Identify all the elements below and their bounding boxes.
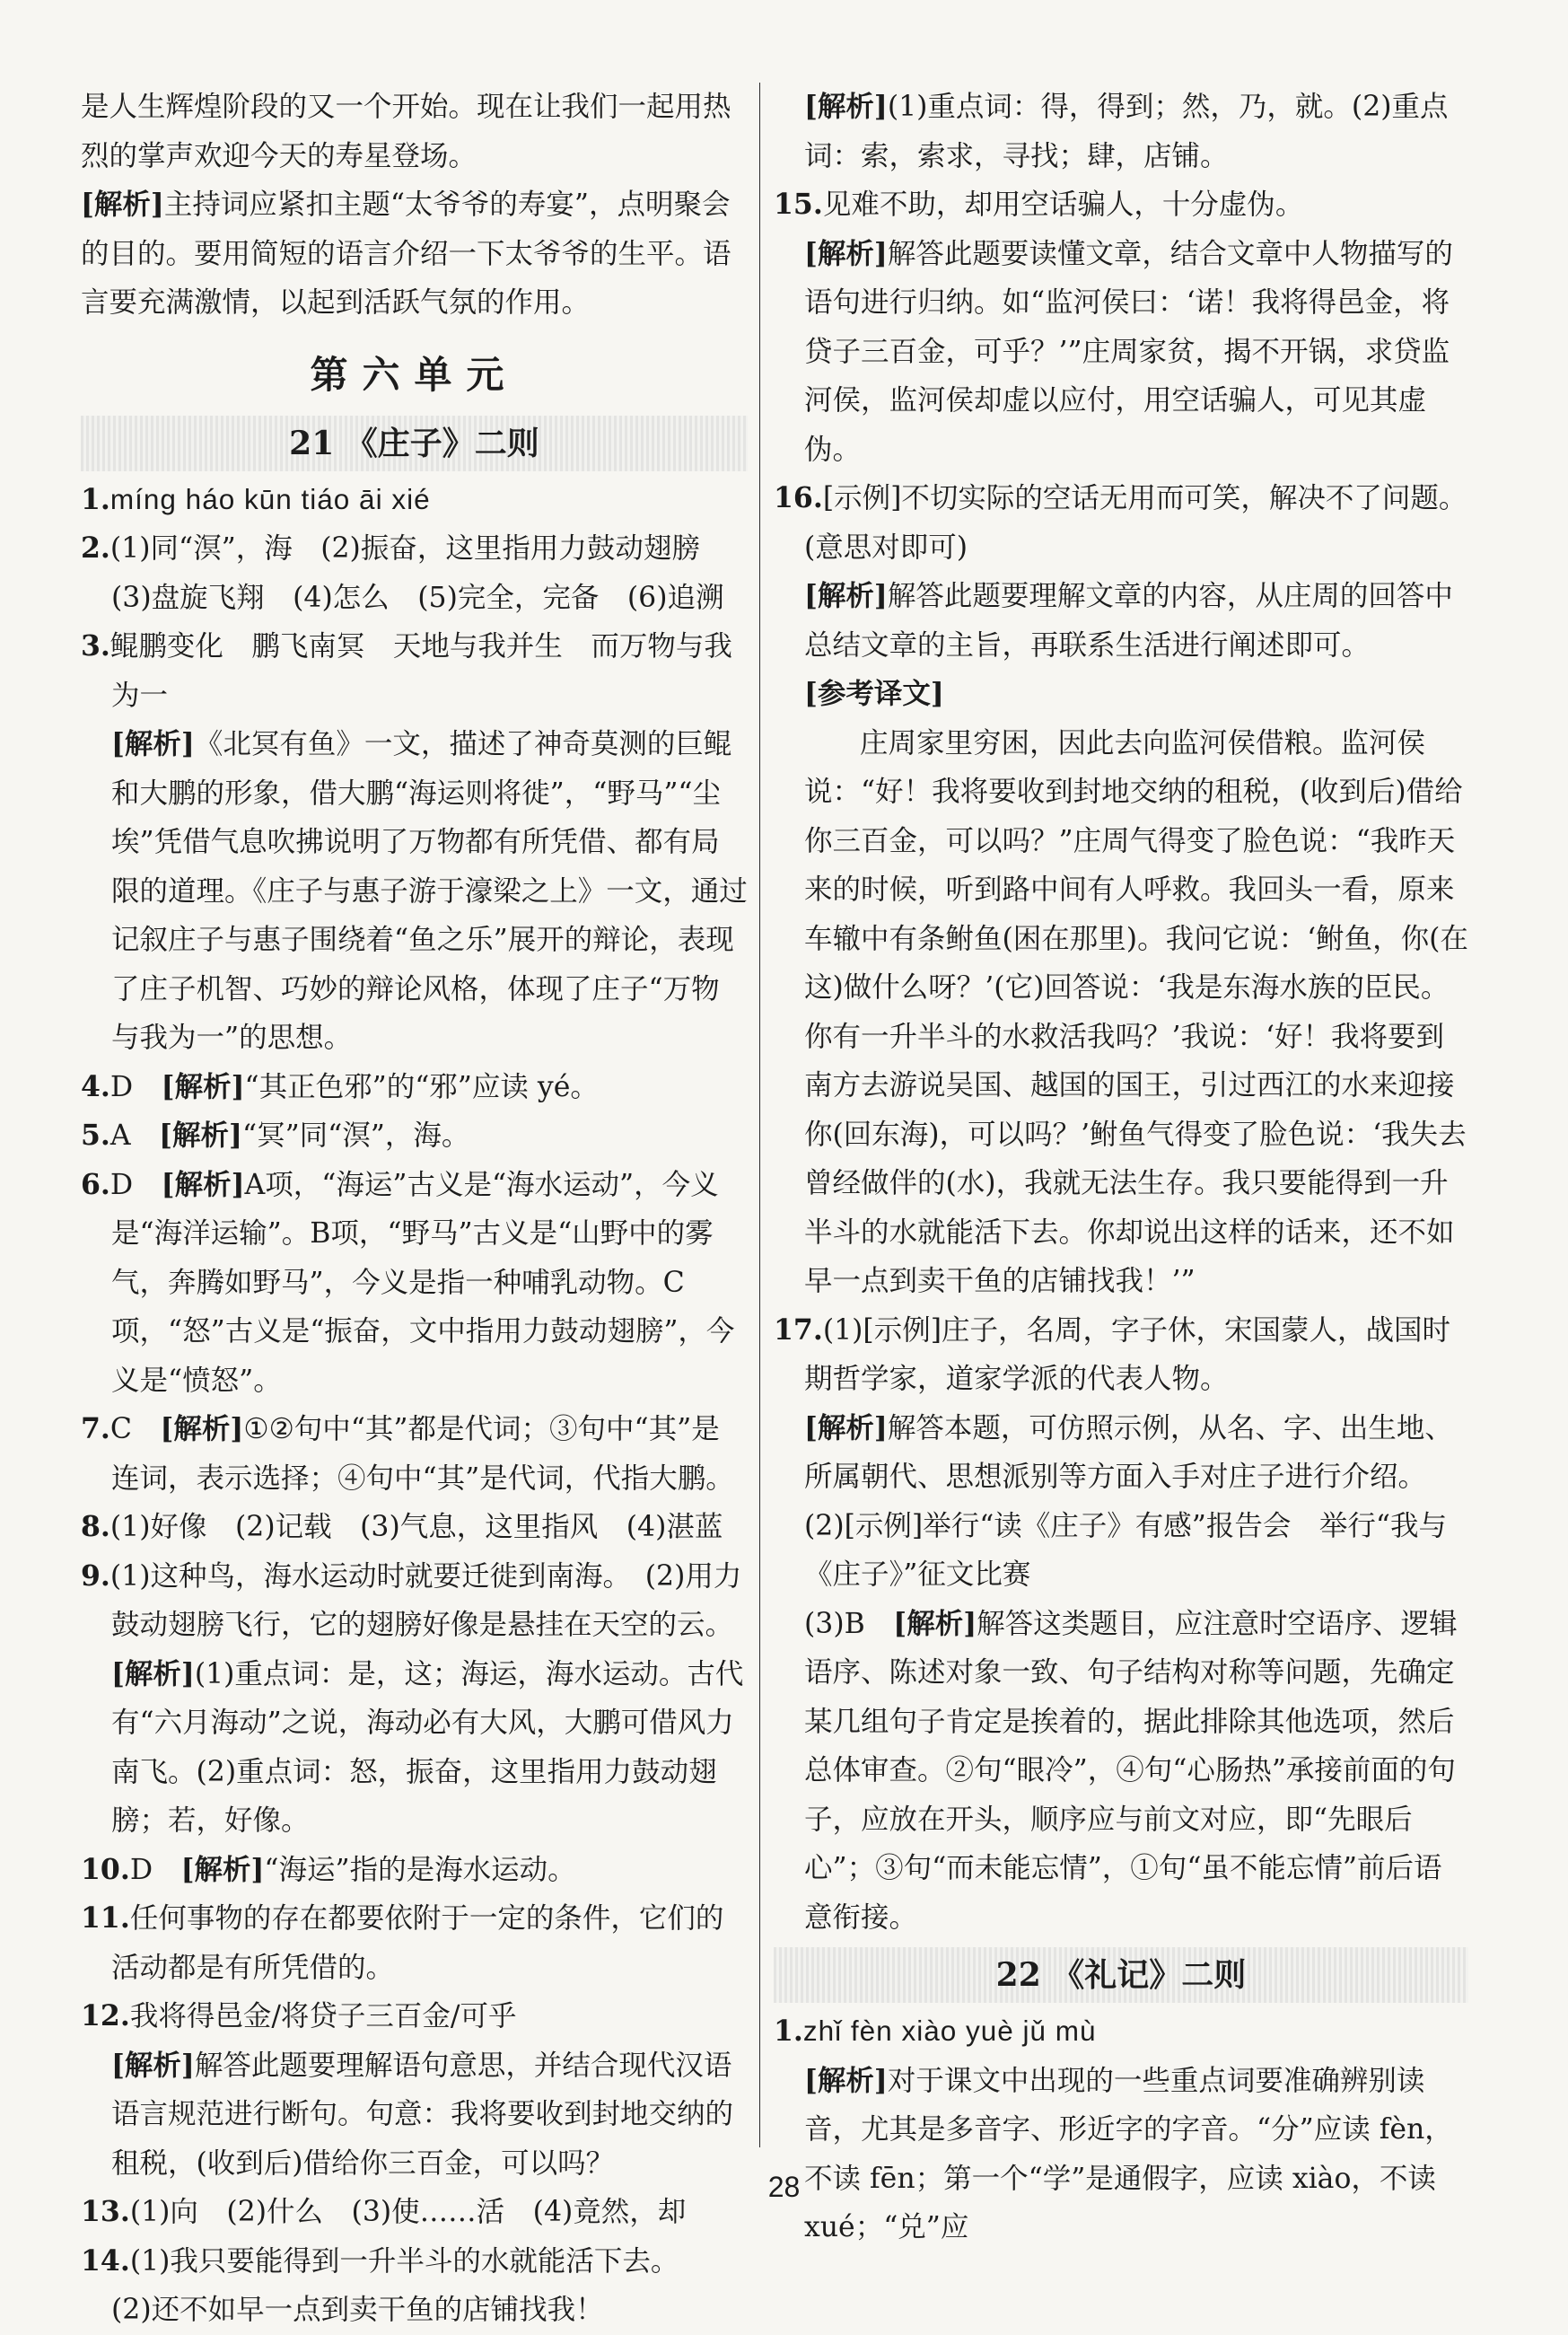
- analysis-text: “海运”指的是海水运动。: [264, 1853, 576, 1886]
- left-column: [81, 83, 748, 2335]
- analysis-text: 解答此题要读懂文章，结合文章中人物描写的语句进行归纳。如“监河侯曰：‘诺！我将得邑金，将贷子三百金，可乎？’”庄周家贫，揭不开锅，求贷监河侯，监河侯却虚以应付，用空话骗人，可见其虚伪。: [804, 237, 1453, 466]
- analysis-tag: [解析]: [161, 1069, 245, 1103]
- analysis-text: 解答本题，可仿照示例，从名、字、出生地、所属朝代、思想派别等方面入手对庄子进行介绍。: [804, 1411, 1453, 1493]
- analysis-tag: [解析]: [160, 1412, 244, 1445]
- answer-text: 鲲鹏变化 鹏飞南冥 天地与我并生 而万物与我为一: [109, 630, 732, 712]
- question-number: 5.: [81, 1119, 110, 1152]
- answer-text: (1)同“溟”，海 (2)振奋，这里指用力鼓动翅膀 (3)盘旋飞翔 (4)怎么 (5)完全，完备 (6)追溯: [109, 532, 729, 614]
- analysis-text: 解答此题要理解语句意思，并结合现代汉语语言规范进行断句。句意：我将要收到封地交纳的租税，(收到后)借给你三百金，可以吗？: [111, 2049, 734, 2180]
- analysis-tag: [解析]: [804, 579, 888, 612]
- analysis-text: 解答这类题目，应注意时空语序、逻辑语序、陈述对象一致、句子结构对称等问题，先确定某几组句子肯定是挨着的，据此排除其他选项，然后总体审查。②句“眼冷”，④句“心肠热”承接前面的句子，应放在开头，顺序应与前文对应，即“先眼后心”；③句“而未能忘情”，①句“虽不能忘情”前后语意衔接。: [804, 1607, 1458, 1934]
- question-number: 3.: [81, 629, 110, 663]
- question-9-analysis: [81, 1650, 748, 1846]
- analysis-text: 《北冥有鱼》一文，描述了神奇莫测的巨鲲和大鹏的形象，借大鹏“海运则将徙”，“野马”“尘埃”凭借气息吹拂说明了万物都有所凭借、都有局限的道理。《庄子与惠子游于濠梁之上》一文，通过记叙庄子与惠子围绕着“鱼之乐”展开的辩论，表现了庄子机智、巧妙的辩论风格，体现了庄子“万物与我为一”的思想。: [111, 728, 748, 1054]
- question-number: 1.: [774, 2015, 803, 2048]
- question-17-part-3: [774, 1600, 1468, 1943]
- intro-text-line: 是人生辉煌阶段的又一个开始。现在让我们一起用热: [81, 91, 731, 123]
- question-12: [81, 1992, 748, 2041]
- question-16: [774, 474, 1468, 523]
- question-11: [81, 1894, 748, 1992]
- analysis-tag: [解析]: [111, 1656, 195, 1690]
- question-14-part2: (2)还不如早一点到卖干鱼的店铺找我！: [111, 2294, 604, 2326]
- question-1: [81, 475, 748, 525]
- unit-title: 第六单元: [310, 352, 519, 397]
- question-5: [81, 1111, 748, 1161]
- answer-text: A: [109, 1119, 131, 1152]
- answer-text: D: [109, 1168, 134, 1201]
- question-17-analysis-1: [774, 1404, 1468, 1502]
- analysis-text: (1)重点词：得，得到；然，乃，就。(2)重点词：索，索求，寻找；肆，店铺。: [804, 91, 1449, 172]
- analysis-tag: [解析]: [804, 2063, 888, 2097]
- question-number: 6.: [81, 1167, 110, 1201]
- question-8: [81, 1503, 748, 1552]
- intro-analysis: [81, 180, 748, 328]
- question-number: 7.: [81, 1412, 110, 1445]
- reference-translation-label: [参考译文]: [804, 677, 944, 710]
- answer-text: 任何事物的存在都要依附于一定的条件，它们的活动都是有所凭借的。: [111, 1902, 724, 1984]
- answer-text: (1)我只要能得到一升半斗的水就能活下去。: [129, 2244, 679, 2278]
- analysis-text: 对于课文中出现的一些重点词要准确辨别读音，尤其是多音字、形近字的字音。“分”应读 fèn，不读 fēn；第一个“学”是通假字，应读 xiào，不读 xué；“兑”应: [804, 2064, 1453, 2243]
- answer-text: C: [109, 1413, 132, 1445]
- example-tag: [示例]: [822, 482, 902, 514]
- analysis-text: 主持词应紧扣主题“太爷爷的寿宴”，点明聚会的目的。要用简短的语言介绍一下太爷爷的生平。语言要充满激情，以起到活跃气氛的作用。: [81, 189, 731, 319]
- question-number: 10.: [81, 1852, 130, 1886]
- question-number: 15.: [774, 188, 823, 221]
- column-divider: [759, 83, 760, 2147]
- question-17: [774, 1306, 1468, 1404]
- question-17-part-2: (2)[示例]举行“读《庄子》有感”报告会 举行“我与《庄子》”征文比赛: [804, 1509, 1448, 1591]
- answer-text: D: [109, 1070, 134, 1103]
- answer-text: míng háo kūn tiáo āi xié: [109, 482, 431, 515]
- analysis-tag: [解析]: [804, 236, 888, 270]
- question-number: 1.: [81, 482, 110, 516]
- analysis-text: “冥”同“溟”，海。: [241, 1119, 470, 1152]
- analysis-tag: [解析]: [804, 90, 888, 123]
- answer-text: 不切实际的空话无用而可笑，解决不了问题。: [901, 482, 1467, 514]
- analysis-tag: [解析]: [893, 1606, 977, 1640]
- answer-text: (1)这种鸟，海水运动时就要迁徙到南海。 (2)用力鼓动翅膀飞行，它的翅膀好像是悬挂在天空的云。: [109, 1559, 742, 1641]
- answer-text: 见难不助，却用空话骗人，十分虚伪。: [822, 189, 1304, 221]
- question-number: 8.: [81, 1510, 110, 1543]
- question-number: 11.: [81, 1901, 130, 1935]
- question-number: 4.: [81, 1069, 110, 1103]
- question-15-analysis: [774, 230, 1468, 475]
- intro-text-line: 烈的掌声欢迎今天的寿星登场。: [81, 139, 477, 172]
- question-2: [81, 524, 748, 622]
- answer-text: (1)向 (2)什么 (3)使……活 (4)竟然，却: [129, 2196, 687, 2228]
- answer-text: (1)好像 (2)记载 (3)气息，这里指风 (4)湛蓝: [109, 1511, 723, 1543]
- question-7: [81, 1405, 748, 1503]
- analysis-text: 解答此题要理解文章的内容，从庄周的回答中总结文章的主旨，再联系生活进行阐述即可。: [804, 580, 1453, 662]
- analysis-tag: [解析]: [180, 1852, 265, 1886]
- question-14: [81, 2237, 748, 2287]
- lesson-22-title: 22 《礼记》二则: [774, 1947, 1468, 2003]
- answer-text: zhǐ fèn xiào yuè jǔ mù: [802, 2015, 1097, 2047]
- question-10: [81, 1846, 748, 1895]
- answer-text: (3)B: [804, 1607, 865, 1640]
- question-9: [81, 1552, 748, 1650]
- question-number: 2.: [81, 531, 110, 565]
- page-number: 28: [767, 2171, 801, 2203]
- question-14-analysis: [774, 83, 1468, 180]
- reference-translation-text: 庄周家里穷困，因此去向监河侯借粮。监河侯说：“好！我将要收到封地交纳的租税，(收到后)借给你三百金，可以吗？”庄周气得变了脸色说：“我昨天来的时候，听到路中间有人呼救。我回头一看，原来车辙中有条鲋鱼(困在那里)。我问它说：‘鲋鱼，你(在这)做什么呀？’(它)回答说：‘我是东海水族的臣民。你有一升半斗的水救活我吗？’我说：‘好！我将要到南方去游说吴国、越国的国王，引过西江的水来迎接你(回东海)，可以吗？’鲋鱼气得变了脸色说：‘我失去曾经做伴的(水)，我就无法生存。我只要能得到一升半斗的水就能活下去。你却说出这样的话来，还不如早一点到卖干鱼的店铺找我！’”: [804, 726, 1468, 1297]
- question-15: [774, 180, 1468, 230]
- analysis-tag: [解析]: [111, 727, 195, 760]
- question-16-aside: (意思对即可): [804, 531, 968, 564]
- question-number: 17.: [774, 1312, 823, 1347]
- analysis-tag: [解析]: [111, 2048, 195, 2082]
- answer-text: (1)[示例]庄子，名周，字子休，宋国蒙人，战国时期哲学家，道家学派的代表人物。: [804, 1313, 1451, 1395]
- analysis-text: A项，“海运”古义是“海水运动”，今义是“海洋运输”。B项，“野马”古义是“山野中的雾气，奔腾如野马”，今义是指一种哺乳动物。C项，“怒”古义是“振奋，文中指用力鼓动翅膀”，今义是“愤怒”。: [111, 1168, 735, 1397]
- question-12-analysis: [81, 2041, 748, 2189]
- question-number: 12.: [81, 1999, 130, 2032]
- answer-text: 我将得邑金/将贷子三百金/可乎: [129, 2000, 517, 2032]
- question-6: [81, 1161, 748, 1406]
- question-3: [81, 622, 748, 720]
- right-column: [774, 83, 1468, 2252]
- analysis-text: “其正色邪”的“邪”应读 yé。: [244, 1070, 599, 1103]
- analysis-text: ①②句中“其”都是代词；③句中“其”是连词，表示选择；④句中“其”是代词，代指大鹏。: [111, 1413, 734, 1495]
- analysis-tag: [解析]: [159, 1119, 242, 1152]
- analysis-tag: [解析]: [81, 188, 164, 221]
- analysis-text: (1)重点词：是，这；海运，海水运动。古代有“六月海动”之说，海动必有大风，大鹏可借风力南飞。(2)重点词：怒，振奋，这里指用力鼓动翅膀；若，好像。: [111, 1657, 744, 1837]
- answer-text: D: [129, 1853, 153, 1886]
- question-16-analysis: [774, 572, 1468, 670]
- analysis-tag: [解析]: [161, 1167, 245, 1201]
- question-number: 14.: [81, 2243, 130, 2278]
- question-number: 13.: [81, 2195, 130, 2228]
- analysis-tag: [解析]: [804, 1410, 888, 1444]
- question-3-analysis: [81, 720, 748, 1063]
- lesson-22-question-1: [774, 2006, 1468, 2057]
- lesson-21-title: 21 《庄子》二则: [81, 416, 748, 471]
- question-4: [81, 1063, 748, 1112]
- question-number: 9.: [81, 1558, 110, 1593]
- lesson-22-question-1-analysis: [774, 2057, 1468, 2252]
- question-number: 16.: [774, 481, 823, 514]
